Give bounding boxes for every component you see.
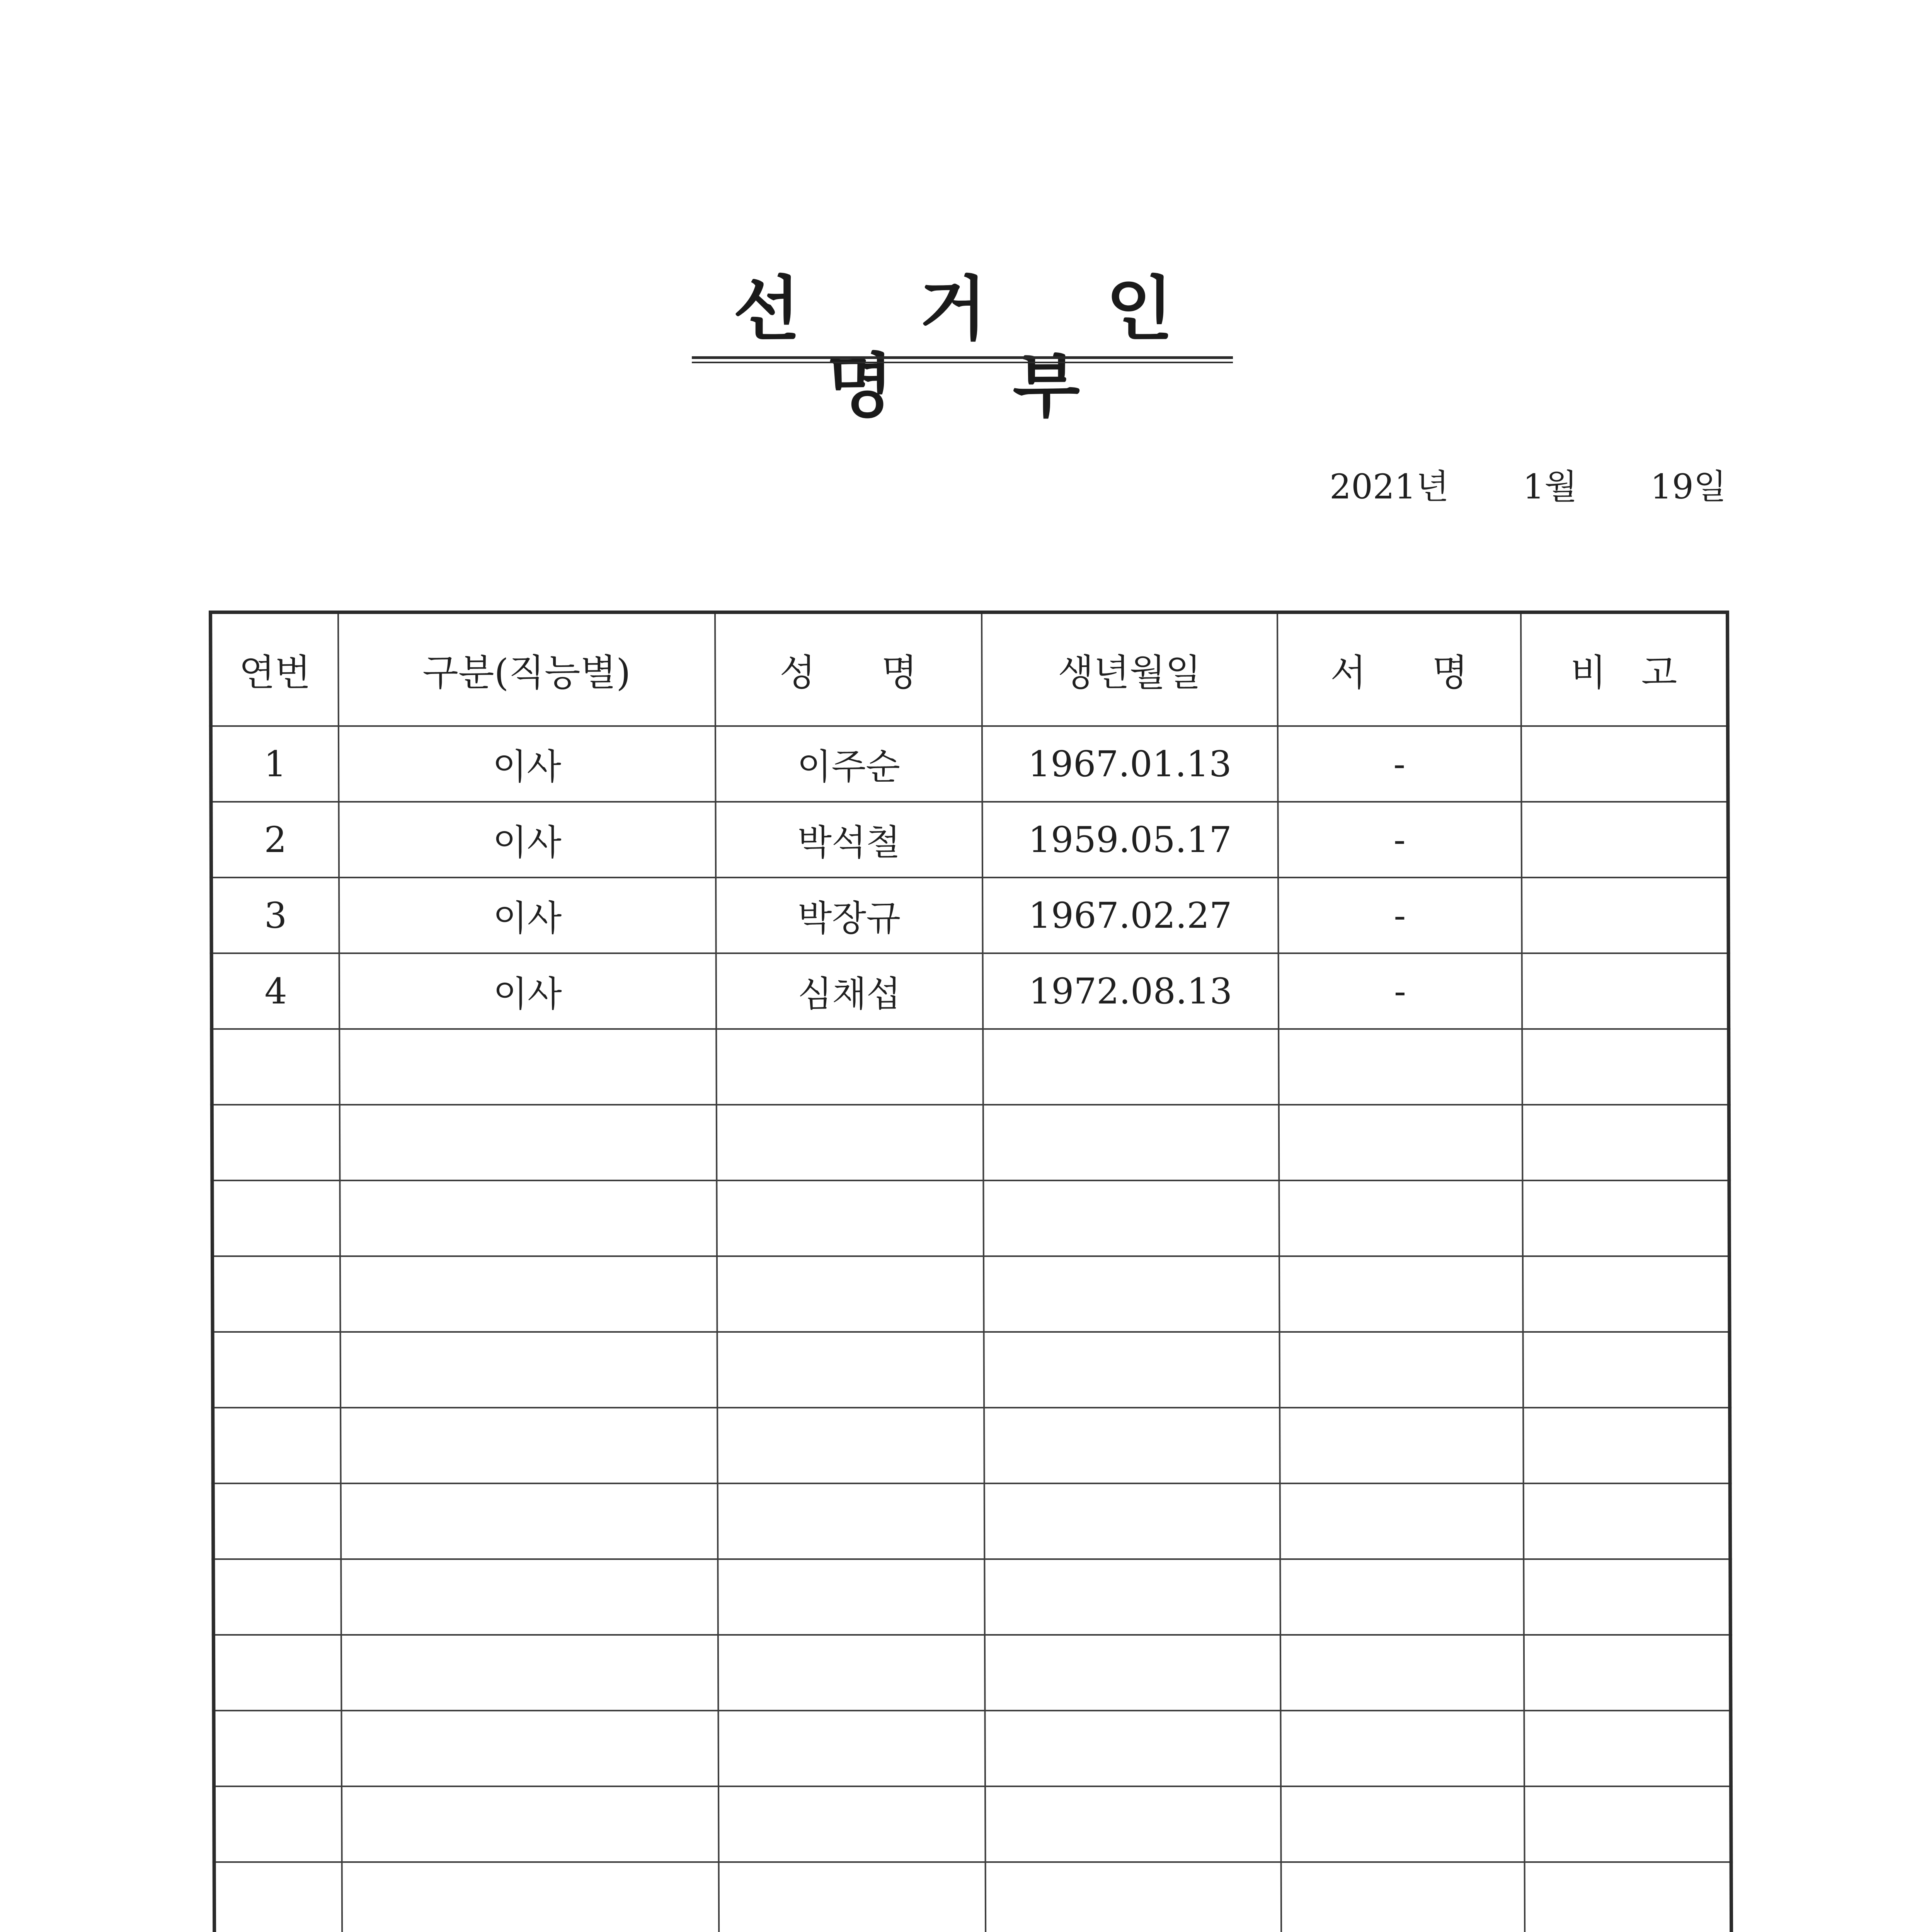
cell-no	[212, 1256, 340, 1332]
table-row	[214, 1862, 1731, 1932]
table-row	[211, 953, 1729, 1029]
table-row	[213, 1408, 1730, 1483]
table-row	[211, 878, 1729, 953]
title-block	[692, 268, 1233, 427]
cell-division: 이사	[339, 878, 716, 953]
cell-name	[717, 1332, 984, 1408]
table-row	[211, 726, 1728, 802]
table-row	[212, 1256, 1730, 1332]
header-signature: 서 명	[1277, 612, 1521, 726]
cell-birth	[984, 1559, 1280, 1635]
cell-signature	[1279, 1029, 1522, 1105]
header-division: 구분(직능별)	[338, 612, 715, 726]
cell-signature: -	[1277, 726, 1521, 802]
cell-division: 이사	[339, 802, 716, 878]
cell-name	[717, 1180, 984, 1256]
cell-name	[718, 1862, 986, 1932]
cell-no: 3	[211, 878, 339, 953]
cell-signature	[1279, 1332, 1523, 1408]
cell-signature	[1280, 1635, 1524, 1711]
cell-signature	[1281, 1862, 1525, 1932]
cell-remarks	[1522, 953, 1729, 1029]
cell-birth	[983, 1180, 1279, 1256]
cell-remarks	[1522, 878, 1729, 953]
cell-remarks	[1524, 1862, 1731, 1932]
header-no: 연번	[211, 612, 339, 726]
table-row	[212, 1105, 1729, 1180]
table-row	[214, 1711, 1731, 1786]
cell-birth: 1959.05.17	[982, 802, 1278, 878]
cell-remarks	[1522, 1029, 1729, 1105]
cell-remarks	[1523, 1332, 1730, 1408]
cell-name	[717, 1408, 984, 1483]
cell-division	[340, 1180, 717, 1256]
cell-remarks	[1523, 1408, 1730, 1483]
cell-no	[213, 1483, 341, 1559]
cell-name	[716, 1029, 983, 1105]
cell-birth	[985, 1711, 1281, 1786]
cell-name: 박석철	[715, 802, 982, 878]
cell-division	[340, 1256, 717, 1332]
cell-name	[717, 1256, 984, 1332]
cell-name	[718, 1559, 985, 1635]
cell-no	[213, 1332, 340, 1408]
table-row	[211, 802, 1728, 878]
cell-no	[214, 1862, 342, 1932]
cell-signature	[1279, 1256, 1523, 1332]
cell-remarks	[1522, 1180, 1730, 1256]
cell-birth: 1967.02.27	[982, 878, 1279, 953]
cell-signature: -	[1278, 953, 1522, 1029]
cell-name: 이주순	[715, 726, 982, 802]
cell-birth	[984, 1483, 1280, 1559]
cell-no	[213, 1408, 341, 1483]
cell-name: 박장규	[716, 878, 983, 953]
cell-birth	[983, 1105, 1279, 1180]
table-row	[212, 1029, 1729, 1105]
table-row	[213, 1559, 1731, 1635]
cell-signature	[1280, 1483, 1524, 1559]
cell-birth	[984, 1635, 1280, 1711]
cell-birth: 1967.01.13	[982, 726, 1278, 802]
date-month: 1월	[1523, 467, 1577, 507]
cell-signature: -	[1278, 802, 1522, 878]
cell-division: 이사	[339, 953, 716, 1029]
cell-remarks	[1521, 802, 1728, 878]
table-row	[213, 1483, 1730, 1559]
cell-name	[718, 1635, 985, 1711]
cell-remarks	[1522, 1105, 1729, 1180]
table-body	[211, 726, 1733, 1932]
cell-division	[340, 1483, 718, 1559]
cell-no	[213, 1635, 341, 1711]
document-date	[1306, 462, 1743, 512]
cell-name	[718, 1786, 986, 1862]
header-birth: 생년월일	[982, 612, 1278, 726]
cell-signature	[1281, 1786, 1525, 1862]
cell-remarks	[1521, 726, 1728, 802]
cell-birth	[985, 1862, 1281, 1932]
cell-division	[340, 1332, 717, 1408]
cell-division	[342, 1862, 719, 1932]
cell-no: 2	[211, 802, 339, 878]
date-day: 19일	[1650, 467, 1726, 507]
cell-division	[341, 1635, 718, 1711]
cell-remarks	[1522, 1256, 1730, 1332]
date-year: 2021년	[1330, 467, 1449, 507]
cell-birth	[985, 1786, 1281, 1862]
table-row	[213, 1635, 1731, 1711]
cell-division	[341, 1711, 718, 1786]
cell-signature	[1280, 1711, 1524, 1786]
table-row	[214, 1786, 1731, 1862]
cell-no	[212, 1029, 340, 1105]
table-header-row	[211, 612, 1728, 726]
cell-division: 이사	[338, 726, 715, 802]
header-name: 성 명	[715, 612, 982, 726]
cell-birth	[983, 1029, 1279, 1105]
cell-remarks	[1524, 1559, 1731, 1635]
table-row	[212, 1180, 1730, 1256]
voter-roster-table	[209, 611, 1735, 1932]
cell-birth: 1972.08.13	[982, 953, 1279, 1029]
cell-no	[213, 1559, 341, 1635]
cell-no: 1	[211, 726, 339, 802]
cell-division	[341, 1559, 718, 1635]
cell-no: 4	[211, 953, 339, 1029]
cell-name: 심채섭	[716, 953, 983, 1029]
cell-signature: -	[1278, 878, 1522, 953]
cell-no	[212, 1105, 340, 1180]
cell-remarks	[1524, 1786, 1731, 1862]
cell-remarks	[1524, 1711, 1731, 1786]
cell-name	[717, 1483, 984, 1559]
header-remarks: 비 고	[1521, 612, 1728, 726]
cell-division	[342, 1786, 719, 1862]
cell-birth	[984, 1408, 1280, 1483]
title-underline	[692, 356, 1233, 359]
title-underline-secondary	[692, 362, 1233, 363]
cell-signature	[1279, 1180, 1523, 1256]
cell-division	[339, 1029, 717, 1105]
cell-signature	[1280, 1559, 1524, 1635]
cell-birth	[984, 1332, 1280, 1408]
cell-name	[716, 1105, 983, 1180]
cell-birth	[983, 1256, 1279, 1332]
table-row	[213, 1332, 1730, 1408]
cell-no	[212, 1180, 340, 1256]
cell-division	[339, 1105, 717, 1180]
roster-table-frame	[209, 611, 1731, 1932]
cell-remarks	[1523, 1483, 1730, 1559]
cell-division	[340, 1408, 718, 1483]
cell-no	[214, 1786, 342, 1862]
cell-signature	[1280, 1408, 1524, 1483]
cell-name	[718, 1711, 985, 1786]
page-title: 선 거 인 명 부	[733, 268, 1192, 427]
cell-no	[214, 1711, 342, 1786]
cell-signature	[1279, 1105, 1522, 1180]
cell-remarks	[1524, 1635, 1731, 1711]
